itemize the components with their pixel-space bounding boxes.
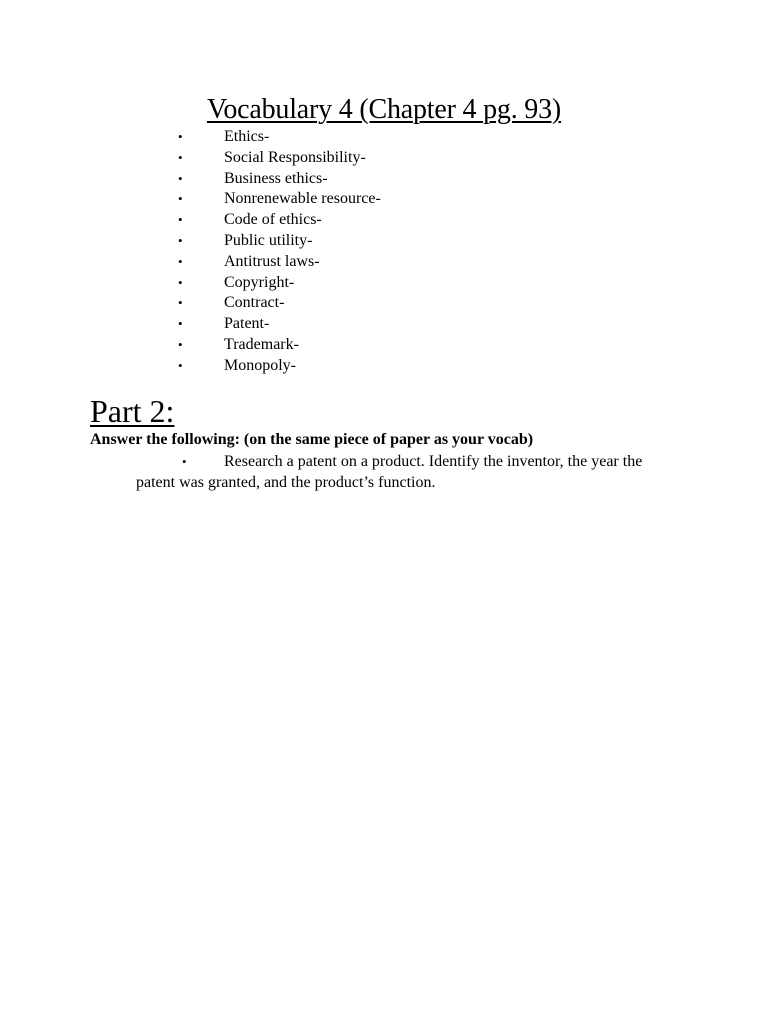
vocab-term: Code of ethics- xyxy=(224,211,322,229)
vocab-term: Monopoly- xyxy=(224,356,296,374)
vocab-term: Patent- xyxy=(224,315,270,333)
vocab-term: Ethics- xyxy=(224,128,270,145)
vocab-item xyxy=(178,189,381,210)
vocab-item xyxy=(178,210,381,231)
vocab-item xyxy=(178,127,381,148)
vocab-term: Antitrust laws- xyxy=(224,252,320,270)
bullet-icon: • xyxy=(178,295,183,311)
bullet-icon: • xyxy=(178,170,183,186)
vocab-item xyxy=(178,356,381,377)
vocab-term: Social Responsibility- xyxy=(224,148,366,166)
part-2-heading: Part 2: xyxy=(90,393,175,429)
bullet-icon: • xyxy=(178,129,183,144)
vocab-term: Public utility- xyxy=(224,231,313,249)
vocab-item xyxy=(178,273,381,294)
vocab-term: Copyright- xyxy=(224,273,295,291)
bullet-icon: • xyxy=(178,232,183,248)
vocab-item xyxy=(178,335,381,356)
bullet-icon: • xyxy=(178,357,183,373)
part-2-instruction: Answer the following: (on the same piece of paper as your vocab) xyxy=(90,431,534,448)
bullet-icon: • xyxy=(178,316,183,332)
vocab-term: Nonrenewable resource- xyxy=(224,190,381,208)
page-title: Vocabulary 4 (Chapter 4 pg. 93) xyxy=(206,94,562,125)
part-2-task: Research a patent on a product. Identify the inventor, the year the patent was granted, and the product’s function. xyxy=(136,453,643,491)
vocab-item xyxy=(178,148,381,169)
vocab-item xyxy=(178,169,381,190)
vocab-term: Contract- xyxy=(224,294,285,312)
bullet-icon: • xyxy=(178,191,183,207)
vocab-term: Business ethics- xyxy=(224,169,328,187)
vocab-list xyxy=(178,127,381,377)
vocab-item xyxy=(178,231,381,252)
bullet-icon: • xyxy=(178,253,183,269)
vocab-item xyxy=(178,314,381,335)
vocab-item xyxy=(178,293,381,314)
vocab-item xyxy=(178,252,381,273)
bullet-icon: • xyxy=(182,454,187,469)
bullet-icon: • xyxy=(178,274,183,290)
bullet-icon: • xyxy=(178,149,183,165)
bullet-icon: • xyxy=(178,212,183,228)
bullet-icon: • xyxy=(178,336,183,352)
vocab-term: Trademark- xyxy=(224,335,299,353)
